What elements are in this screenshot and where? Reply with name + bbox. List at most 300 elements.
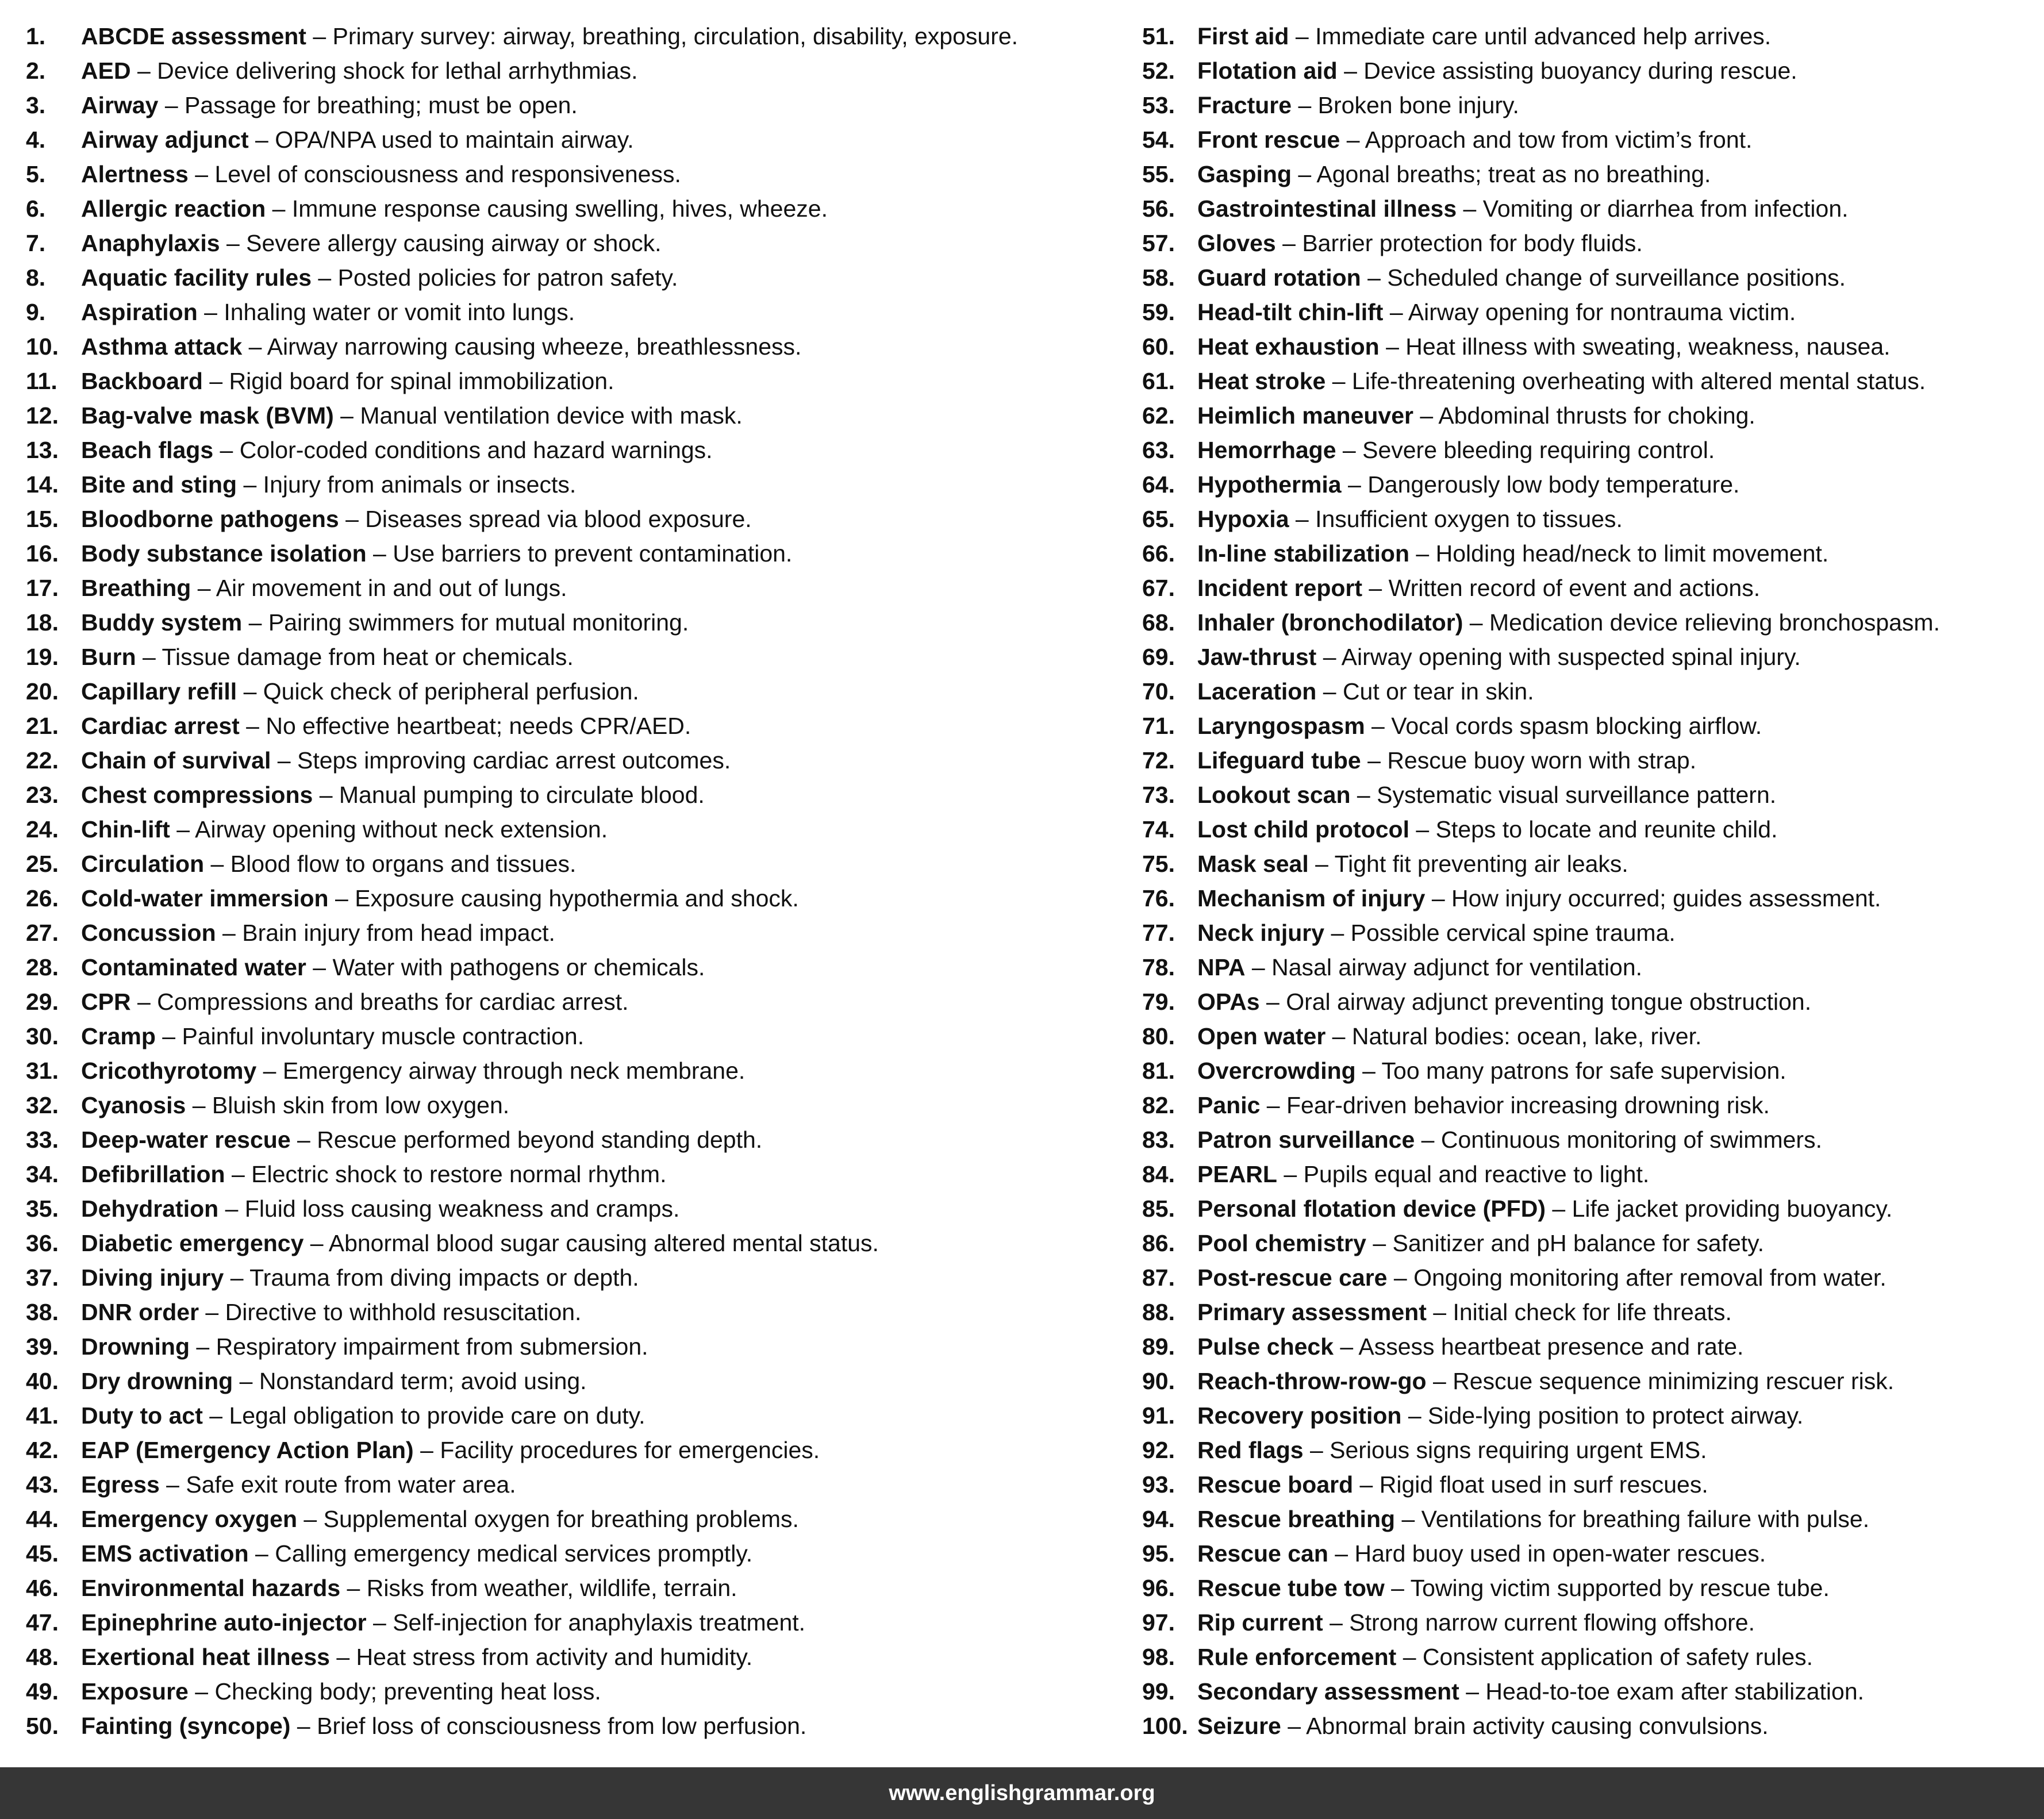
entry-separator: – [1366,1230,1393,1256]
entry-separator: – [1379,333,1406,360]
entry-number: 27. [26,920,59,946]
entry-text [1197,916,1676,950]
footer-website-link[interactable]: www.englishgrammar.org [889,1780,1155,1805]
entry-separator: – [188,1678,215,1705]
entry-separator: – [190,1333,216,1360]
entry-separator: – [1303,1437,1330,1463]
entry-text [81,1709,806,1743]
entry-text [81,985,629,1019]
entry-number: 36. [26,1230,59,1256]
entry-term: Heat exhaustion [1197,333,1380,360]
entry-number: 76. [1142,885,1175,912]
entry-term: Personal flotation device (PFD) [1197,1195,1546,1222]
entry-separator: – [290,1713,317,1739]
entry-number: 74. [1142,816,1175,843]
entry-number: 5. [26,161,46,187]
entry-separator: – [242,609,268,636]
entry-definition: Ongoing monitoring after removal from water. [1413,1264,1887,1291]
entry-definition: Fluid loss causing weakness and cramps. [244,1195,680,1222]
entry-separator: – [1401,1402,1428,1429]
entry-separator: – [218,1195,245,1222]
entry-number: 67. [1142,575,1175,601]
entry-number: 97. [1142,1609,1175,1636]
entry-definition: Blood flow to organs and tissues. [230,851,577,877]
entry-separator: – [158,92,185,118]
entry-text [81,1157,666,1191]
entry-number: 83. [1142,1126,1175,1153]
entry-term: Egress [81,1471,160,1498]
entry-separator: – [191,575,216,601]
entry-definition: Manual pumping to circulate blood. [339,782,705,808]
entry-separator: – [204,851,230,877]
entry-separator: – [1292,92,1318,118]
entry-separator: – [1334,1333,1359,1360]
entry-separator: – [1281,1713,1307,1739]
entry-term: Chain of survival [81,747,271,774]
entry-text [81,122,634,157]
entry-text [81,778,705,812]
entry-term: Burn [81,644,136,670]
entry-definition: Life jacket providing buoyancy. [1572,1195,1893,1222]
entry-text [81,812,608,847]
entry-number: 91. [1142,1402,1175,1429]
entry-separator: – [306,23,333,49]
entry-definition: Rigid float used in surf rescues. [1379,1471,1708,1498]
entry-separator: – [1277,1161,1304,1187]
entry-definition: Continuous monitoring of swimmers. [1440,1126,1822,1153]
entry-number: 61. [1142,368,1175,394]
entry-separator: – [1260,1092,1286,1118]
entry-separator: – [242,333,267,360]
entry-number: 15. [26,506,59,532]
entry-definition: Immune response causing swelling, hives, wheeze. [291,195,828,222]
entry-text [1197,847,1628,881]
entry-term: Hypoxia [1197,506,1289,532]
entry-separator: – [1289,506,1316,532]
entry-separator: – [1340,126,1365,153]
entry-text [1197,1088,1770,1122]
entry-text [1197,1295,1732,1329]
entry-separator: – [1361,747,1388,774]
entry-separator: – [303,1230,329,1256]
entry-separator: – [1383,299,1408,325]
entry-term: First aid [1197,23,1289,49]
entry-number: 8. [26,264,46,291]
entry-term: Recovery position [1197,1402,1402,1429]
entry-text [81,53,637,88]
entry-text [1197,1709,1769,1743]
entry-definition: Towing victim supported by rescue tube. [1410,1575,1830,1601]
entry-definition: Abnormal blood sugar causing altered mental status. [328,1230,879,1256]
entry-text [81,295,575,329]
entry-term: Panic [1197,1092,1261,1118]
entry-definition: Device assisting buoyancy during rescue. [1363,57,1797,84]
entry-number: 26. [26,885,59,912]
entry-number: 21. [26,713,59,739]
entry-text [81,502,752,536]
entry-separator: – [1323,1609,1350,1636]
entry-term: Capillary refill [81,678,237,705]
entry-text [81,1674,601,1709]
entry-separator: – [1259,989,1286,1015]
entry-text [81,1640,752,1674]
entry-text [81,536,792,571]
entry-term: Buddy system [81,609,243,636]
entry-text [1197,1398,1803,1433]
entry-number: 88. [1142,1299,1175,1325]
entry-definition: Insufficient oxygen to tissues. [1315,506,1623,532]
entry-definition: Tissue damage from heat or chemicals. [162,644,574,670]
entry-definition: Exposure causing hypothermia and shock. [355,885,799,912]
entry-term: Airway adjunct [81,126,249,153]
entry-text [81,1122,762,1157]
entry-definition: Severe bleeding requiring control. [1362,437,1715,463]
entry-term: Dry drowning [81,1368,233,1394]
entry-separator: – [1463,609,1489,636]
entry-separator: – [1289,23,1316,49]
entry-separator: – [271,747,297,774]
entry-term: Duty to act [81,1402,203,1429]
entry-definition: Broken bone injury. [1317,92,1519,118]
entry-definition: Trauma from diving impacts or depth. [249,1264,639,1291]
entry-text [1197,398,1755,433]
entry-number: 13. [26,437,59,463]
entry-number: 22. [26,747,59,774]
entry-text [81,1088,509,1122]
entry-separator: – [1546,1195,1572,1222]
entry-text [81,1433,820,1467]
entry-definition: Use barriers to prevent contamination. [393,540,793,567]
entry-definition: Ventilations for breathing failure with pulse. [1421,1506,1870,1532]
entry-number: 33. [26,1126,59,1153]
entry-term: Heat stroke [1197,368,1326,394]
entry-definition: Vocal cords spasm blocking airflow. [1391,713,1762,739]
entry-term: Diabetic emergency [81,1230,304,1256]
entry-separator: – [312,264,338,291]
entry-term: Chin-lift [81,816,170,843]
entry-term: Mask seal [1197,851,1309,877]
entry-definition: Strong narrow current flowing offshore. [1349,1609,1755,1636]
entry-term: Emergency oxygen [81,1506,297,1532]
entry-text [81,260,678,295]
entry-number: 9. [26,299,46,325]
entry-definition: Directive to withhold resuscitation. [225,1299,582,1325]
entry-text [81,847,576,881]
entry-number: 14. [26,471,59,498]
entry-term: Asthma attack [81,333,243,360]
entry-definition: Risks from weather, wildlife, terrain. [366,1575,737,1601]
entry-separator: – [202,368,229,394]
entry-number: 35. [26,1195,59,1222]
entry-definition: Fear-driven behavior increasing drowning risk. [1286,1092,1770,1118]
entry-definition: Too many patrons for safe supervision. [1381,1057,1786,1084]
entry-definition: Color-coded conditions and hazard warnings. [239,437,713,463]
entry-number: 16. [26,540,59,567]
entry-text [81,950,705,985]
entry-term: Laryngospasm [1197,713,1365,739]
entry-term: Pulse check [1197,1333,1334,1360]
entry-separator: – [1355,1057,1382,1084]
entry-text [81,743,731,778]
entry-definition: Electric shock to restore normal rhythm. [251,1161,667,1187]
entry-separator: – [239,713,266,739]
entry-definition: Severe allergy causing airway or shock. [246,230,662,256]
entry-text [1197,1605,1755,1640]
entry-text [1197,19,1771,53]
entry-text [1197,985,1811,1019]
entry-text [81,640,574,674]
entry-term: Red flags [1197,1437,1304,1463]
entry-definition: Agonal breaths; treat as no breathing. [1316,161,1711,187]
entry-text [1197,1260,1887,1295]
entry-definition: Device delivering shock for lethal arrhythmias. [157,57,638,84]
entry-number: 57. [1142,230,1175,256]
entry-term: Airway [81,92,159,118]
entry-definition: Systematic visual surveillance pattern. [1377,782,1777,808]
entry-separator: – [1365,713,1392,739]
entry-number: 18. [26,609,59,636]
entry-text [1197,364,1926,398]
entry-text [81,1605,805,1640]
entry-term: Exposure [81,1678,189,1705]
entry-term: Rescue board [1197,1471,1354,1498]
entry-term: Beach flags [81,437,214,463]
entry-term: Pool chemistry [1197,1230,1366,1256]
entry-text [1197,1157,1649,1191]
entry-text [81,881,799,916]
entry-separator: – [1426,1368,1453,1394]
entry-number: 59. [1142,299,1175,325]
entry-term: Neck injury [1197,920,1325,946]
entry-text [1197,433,1715,467]
entry-term: Fracture [1197,92,1292,118]
entry-definition: Nonstandard term; avoid using. [259,1368,587,1394]
entry-number: 53. [1142,92,1175,118]
entry-term: Reach-throw-row-go [1197,1368,1427,1394]
footer-bar [0,1767,2044,1819]
entry-definition: Painful involuntary muscle contraction. [182,1023,585,1049]
entry-text [1197,88,1519,122]
entry-definition: Emergency airway through neck membrane. [282,1057,746,1084]
entry-separator: – [199,1299,225,1325]
entry-separator: – [216,920,243,946]
entry-text [81,1467,516,1502]
entry-number: 60. [1142,333,1175,360]
entry-definition: Supplemental oxygen for breathing problems. [323,1506,799,1532]
entry-term: Flotation aid [1197,57,1338,84]
entry-number: 73. [1142,782,1175,808]
entry-definition: Oral airway adjunct preventing tongue obstruction. [1286,989,1812,1015]
entry-number: 66. [1142,540,1175,567]
entry-term: Gloves [1197,230,1276,256]
entry-number: 17. [26,575,59,601]
entry-number: 3. [26,92,46,118]
entry-text [1197,1433,1707,1467]
entry-separator: – [170,816,195,843]
entry-term: Deep-water rescue [81,1126,291,1153]
entry-term: Secondary assessment [1197,1678,1459,1705]
entry-definition: Facility procedures for emergencies. [440,1437,820,1463]
entry-definition: Medication device relieving bronchospasm. [1489,609,1940,636]
entry-number: 62. [1142,402,1175,429]
entry-separator: – [339,506,366,532]
entry-separator: – [224,1264,250,1291]
entry-separator: – [1361,264,1388,291]
entry-number: 25. [26,851,59,877]
entry-definition: Life-threatening overheating with altered mental status. [1351,368,1926,394]
entry-term: Rescue can [1197,1540,1328,1567]
entry-separator: – [1425,885,1452,912]
entry-term: Bloodborne pathogens [81,506,339,532]
entry-definition: Posted policies for patron safety. [337,264,678,291]
entry-number: 2. [26,57,46,84]
entry-separator: – [329,1644,356,1670]
entry-text [81,571,567,605]
entry-term: NPA [1197,954,1246,980]
entry-separator: – [130,57,157,84]
entry-text [1197,743,1696,778]
entry-text [81,674,639,709]
entry-term: Heimlich maneuver [1197,402,1413,429]
entry-separator: – [1387,1264,1414,1291]
entry-separator: – [155,1023,182,1049]
entry-number: 31. [26,1057,59,1084]
entry-separator: – [266,195,292,222]
entry-text [1197,1122,1822,1157]
entry-term: Exertional heat illness [81,1644,330,1670]
entry-definition: Dangerously low body temperature. [1367,471,1740,498]
entry-term: OPAs [1197,989,1260,1015]
entry-number: 98. [1142,1644,1175,1670]
entry-text [1197,640,1801,674]
entry-number: 79. [1142,989,1175,1015]
entry-text [81,364,614,398]
entry-separator: – [237,678,263,705]
entry-number: 47. [26,1609,59,1636]
entry-text [81,1364,587,1398]
entry-text [1197,157,1711,191]
entry-number: 75. [1142,851,1175,877]
entry-text [81,398,743,433]
entry-text [1197,605,1940,640]
entry-number: 37. [26,1264,59,1291]
entry-text [81,226,662,260]
entry-term: PEARL [1197,1161,1277,1187]
entry-number: 48. [26,1644,59,1670]
entry-definition: Consistent application of safety rules. [1422,1644,1814,1670]
entry-text [81,1226,879,1260]
entry-number: 23. [26,782,59,808]
entry-text [1197,812,1777,847]
entry-separator: – [1316,678,1343,705]
entry-text [1197,295,1796,329]
entry-separator: – [1426,1299,1453,1325]
entry-definition: Legal obligation to provide care on duty. [229,1402,646,1429]
entry-separator: – [237,471,263,498]
entry-number: 93. [1142,1471,1175,1498]
entry-text [1197,1364,1894,1398]
entry-number: 43. [26,1471,59,1498]
entry-term: Backboard [81,368,203,394]
entry-definition: Brain injury from head impact. [242,920,555,946]
entry-number: 50. [26,1713,59,1739]
entry-term: Lifeguard tube [1197,747,1361,774]
entry-definition: Brief loss of consciousness from low perfusion. [317,1713,807,1739]
entry-term: Mechanism of injury [1197,885,1426,912]
entry-definition: Serious signs requiring urgent EMS. [1330,1437,1707,1463]
entry-number: 77. [1142,920,1175,946]
entry-separator: – [333,402,360,429]
entry-number: 11. [26,368,57,394]
entry-definition: Rigid board for spinal immobilization. [229,368,614,394]
entry-text [81,329,801,364]
entry-number: 86. [1142,1230,1175,1256]
entry-definition: Level of consciousness and responsiveness. [214,161,681,187]
entry-text [81,605,689,640]
entry-number: 10. [26,333,59,360]
entry-number: 38. [26,1299,59,1325]
entry-separator: – [1308,851,1335,877]
entry-definition: Side-lying position to protect airway. [1428,1402,1804,1429]
entry-separator: – [1459,1678,1486,1705]
entry-number: 89. [1142,1333,1175,1360]
entry-text [1197,1329,1743,1364]
entry-term: Rip current [1197,1609,1323,1636]
entry-separator: – [297,1506,324,1532]
entry-separator: – [290,1126,317,1153]
entry-term: Inhaler (bronchodilator) [1197,609,1463,636]
entry-text [1197,260,1846,295]
entry-number: 95. [1142,1540,1175,1567]
entry-term: Aquatic facility rules [81,264,312,291]
entry-definition: Checking body; preventing heat loss. [214,1678,601,1705]
entry-text [81,1536,752,1571]
entry-definition: Injury from animals or insects. [263,471,577,498]
entry-number: 52. [1142,57,1175,84]
entry-text [1197,709,1762,743]
entry-definition: Written record of event and actions. [1388,575,1761,601]
entry-separator: – [1325,368,1352,394]
entry-separator: – [328,885,355,912]
entry-text [1197,191,1849,226]
entry-separator: – [130,989,157,1015]
entry-text [81,1053,745,1088]
entry-term: Epinephrine auto-injector [81,1609,367,1636]
entry-definition: Pairing swimmers for mutual monitoring. [268,609,689,636]
entry-text [81,1398,646,1433]
entry-number: 100. [1142,1713,1188,1739]
entry-number: 99. [1142,1678,1175,1705]
entry-definition: Possible cervical spine trauma. [1350,920,1676,946]
entry-separator: – [256,1057,283,1084]
entry-term: Open water [1197,1023,1326,1049]
entry-number: 87. [1142,1264,1175,1291]
entry-definition: Abdominal thrusts for choking. [1438,402,1755,429]
entry-separator: – [1325,1023,1352,1049]
entry-definition: Calling emergency medical services promptly. [275,1540,753,1567]
entry-term: Seizure [1197,1713,1281,1739]
entry-number: 41. [26,1402,59,1429]
entry-term: Anaphylaxis [81,230,220,256]
entry-definition: Assess heartbeat presence and rate. [1358,1333,1744,1360]
entry-number: 44. [26,1506,59,1532]
entry-term: In-line stabilization [1197,540,1410,567]
entry-text [1197,1019,1701,1053]
entry-separator: – [313,782,339,808]
entry-text [81,1019,584,1053]
entry-term: Rescue tube tow [1197,1575,1385,1601]
entry-number: 1. [26,23,46,49]
